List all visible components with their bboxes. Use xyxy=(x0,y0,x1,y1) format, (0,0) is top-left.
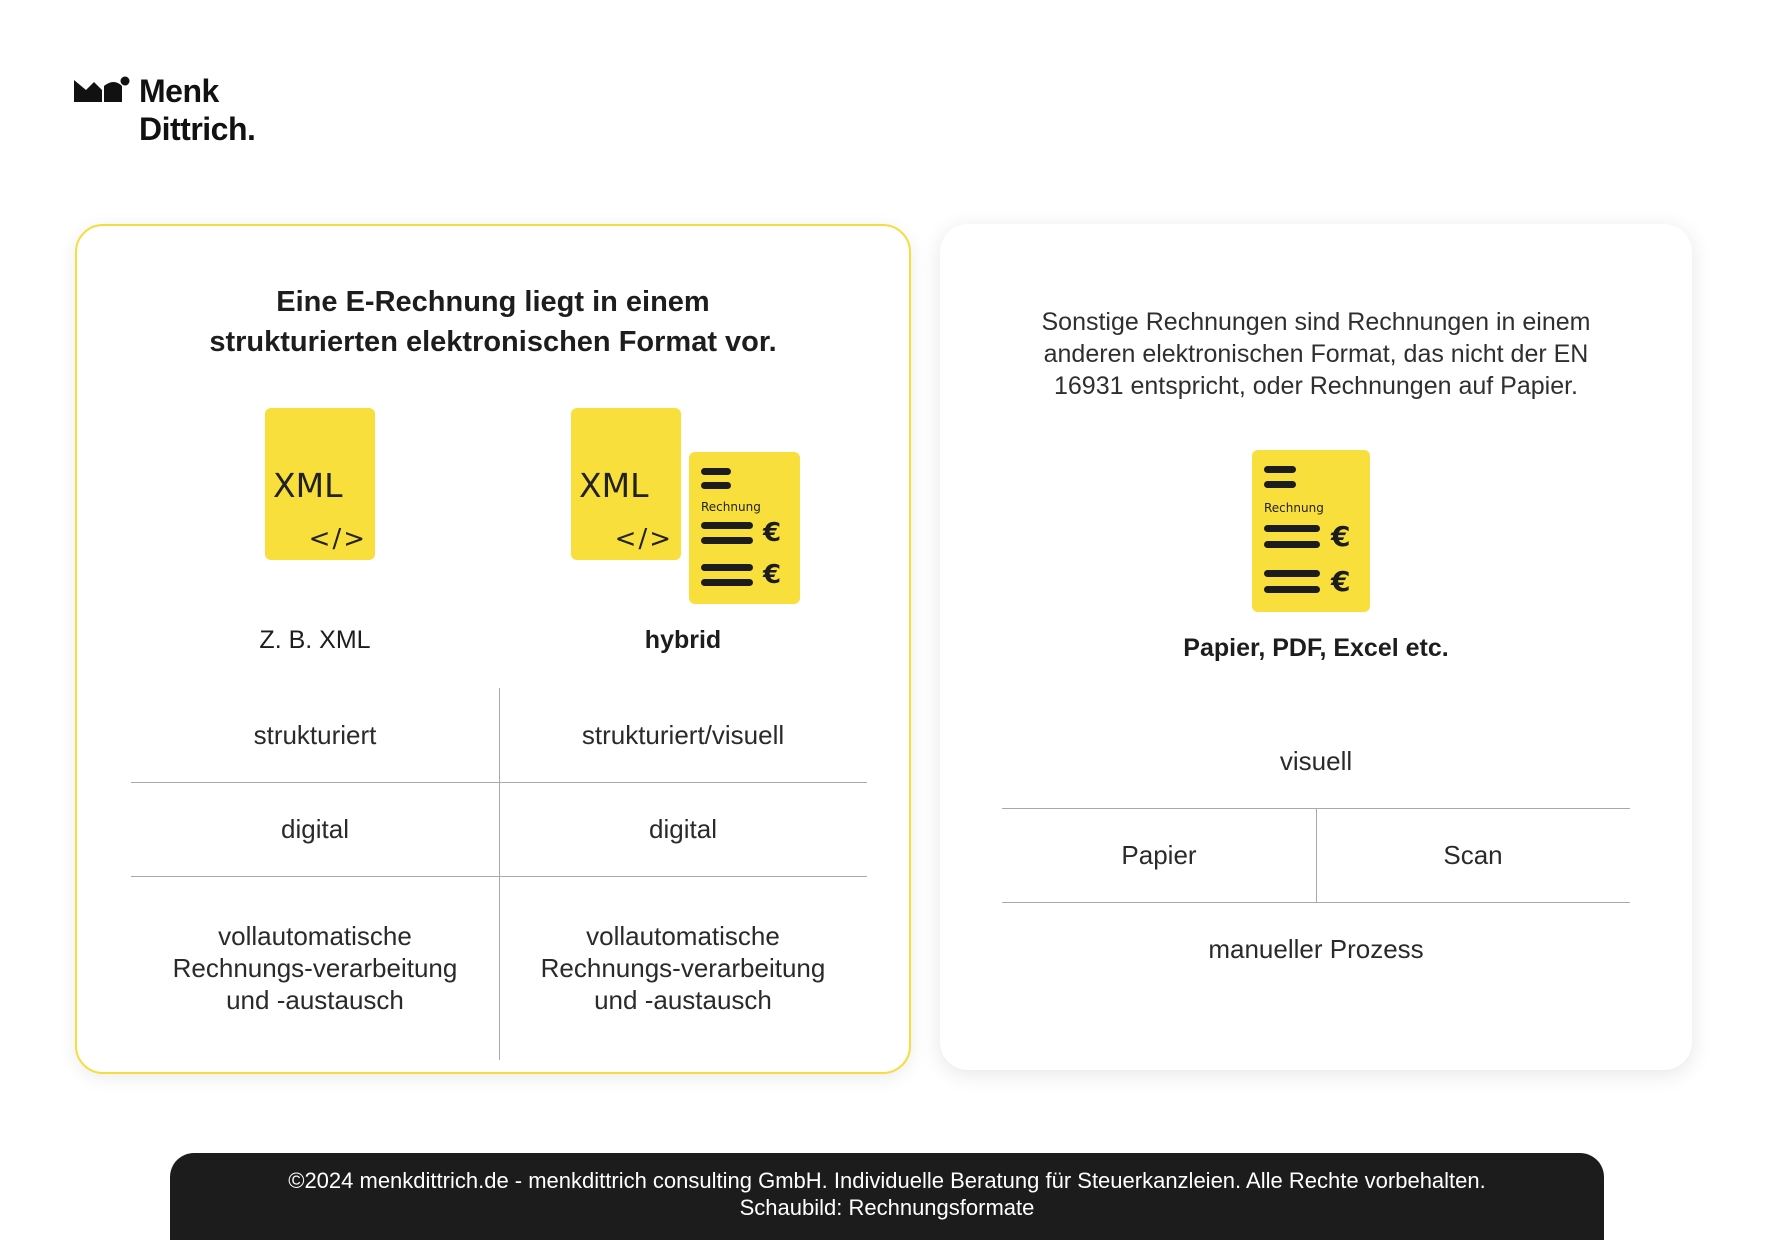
xml-label: XML xyxy=(273,466,343,505)
invoice-bar xyxy=(1264,525,1320,532)
euro-icon: € xyxy=(763,560,782,590)
table-cell-process-hybrid xyxy=(499,876,867,1060)
brand-line-2: Dittrich. xyxy=(139,111,256,147)
footer-figure-caption: Schaubild: Rechnungsformate xyxy=(739,1195,1035,1220)
e-invoice-title-line-2: strukturierten elektronischen Format vor. xyxy=(209,326,777,358)
process-line: Rechnungs-verarbeitung xyxy=(172,953,458,983)
process-line: und -austausch xyxy=(594,985,772,1015)
other-invoice-description xyxy=(1010,306,1622,402)
brand-wordmark xyxy=(139,72,255,148)
brand-logo xyxy=(74,73,294,147)
description-line: Sonstige Rechnungen sind Rechnungen in einem xyxy=(1041,308,1591,336)
process-line: und -austausch xyxy=(226,985,404,1015)
other-invoice-caption: Papier, PDF, Excel etc. xyxy=(1183,634,1449,662)
table-cell-medium-xml: digital xyxy=(281,814,349,844)
invoice-bar xyxy=(1264,570,1320,577)
process-line: vollautomatische xyxy=(586,921,780,951)
invoice-bar xyxy=(701,564,753,571)
invoice-bar xyxy=(1264,481,1296,488)
process-line: Rechnungs-verarbeitung xyxy=(540,953,826,983)
table-cell-structure-xml: strukturiert xyxy=(253,720,377,750)
e-invoice-title xyxy=(77,282,909,362)
euro-icon: € xyxy=(763,518,782,548)
footer-bar xyxy=(170,1153,1604,1240)
table-cell-manual-process: manueller Prozess xyxy=(1208,934,1424,964)
invoice-bar xyxy=(701,468,731,475)
process-line: vollautomatische xyxy=(218,921,412,951)
table-cell-visual: visuell xyxy=(1279,746,1353,776)
description-line: 16931 entspricht, oder Rechnungen auf Papier. xyxy=(1054,372,1578,400)
invoice-bar xyxy=(1264,586,1320,593)
invoice-bar xyxy=(1264,466,1296,473)
table-cell-structure-hybrid: strukturiert/visuell xyxy=(581,720,785,750)
footer-copyright: ©2024 menkdittrich.de - menkdittrich consulting GmbH. Individuelle Beratung für Steuerkanzleien. Alle Rechte vorbehalten. xyxy=(288,1168,1486,1193)
hybrid-xml-document-icon xyxy=(571,408,681,560)
invoice-label: Rechnung xyxy=(1264,501,1324,515)
invoice-bar xyxy=(701,522,753,529)
euro-icon: € xyxy=(1331,565,1351,598)
xml-caption: Z. B. XML xyxy=(259,626,371,654)
table-cell-scan: Scan xyxy=(1443,840,1503,870)
invoice-bar xyxy=(1264,541,1320,548)
table-cell-medium-hybrid: digital xyxy=(649,814,717,844)
table-cell-paper: Papier xyxy=(1121,840,1197,870)
hybrid-xml-label: XML xyxy=(579,466,649,505)
brand-line-1: Menk xyxy=(139,73,219,109)
table-cell-process-xml xyxy=(131,876,499,1060)
euro-icon: € xyxy=(1331,520,1351,553)
e-invoice-card xyxy=(75,224,911,1074)
hybrid-invoice-label: Rechnung xyxy=(701,500,761,514)
logo-mark-icon xyxy=(74,76,130,106)
invoice-document-icon xyxy=(1252,450,1370,612)
e-invoice-title-line-1: Eine E-Rechnung liegt in einem xyxy=(276,286,710,318)
hybrid-caption: hybrid xyxy=(644,626,722,654)
invoice-bar xyxy=(701,579,753,586)
hybrid-code-tag-icon: </> xyxy=(614,524,673,554)
description-line: anderen elektronischen Format, das nicht der EN xyxy=(1043,340,1589,368)
code-tag-icon: </> xyxy=(308,524,367,554)
invoice-bar xyxy=(701,482,731,489)
other-invoice-card xyxy=(940,224,1692,1070)
xml-document-icon xyxy=(265,408,375,560)
hybrid-invoice-document-icon xyxy=(689,452,800,604)
invoice-bar xyxy=(701,537,753,544)
